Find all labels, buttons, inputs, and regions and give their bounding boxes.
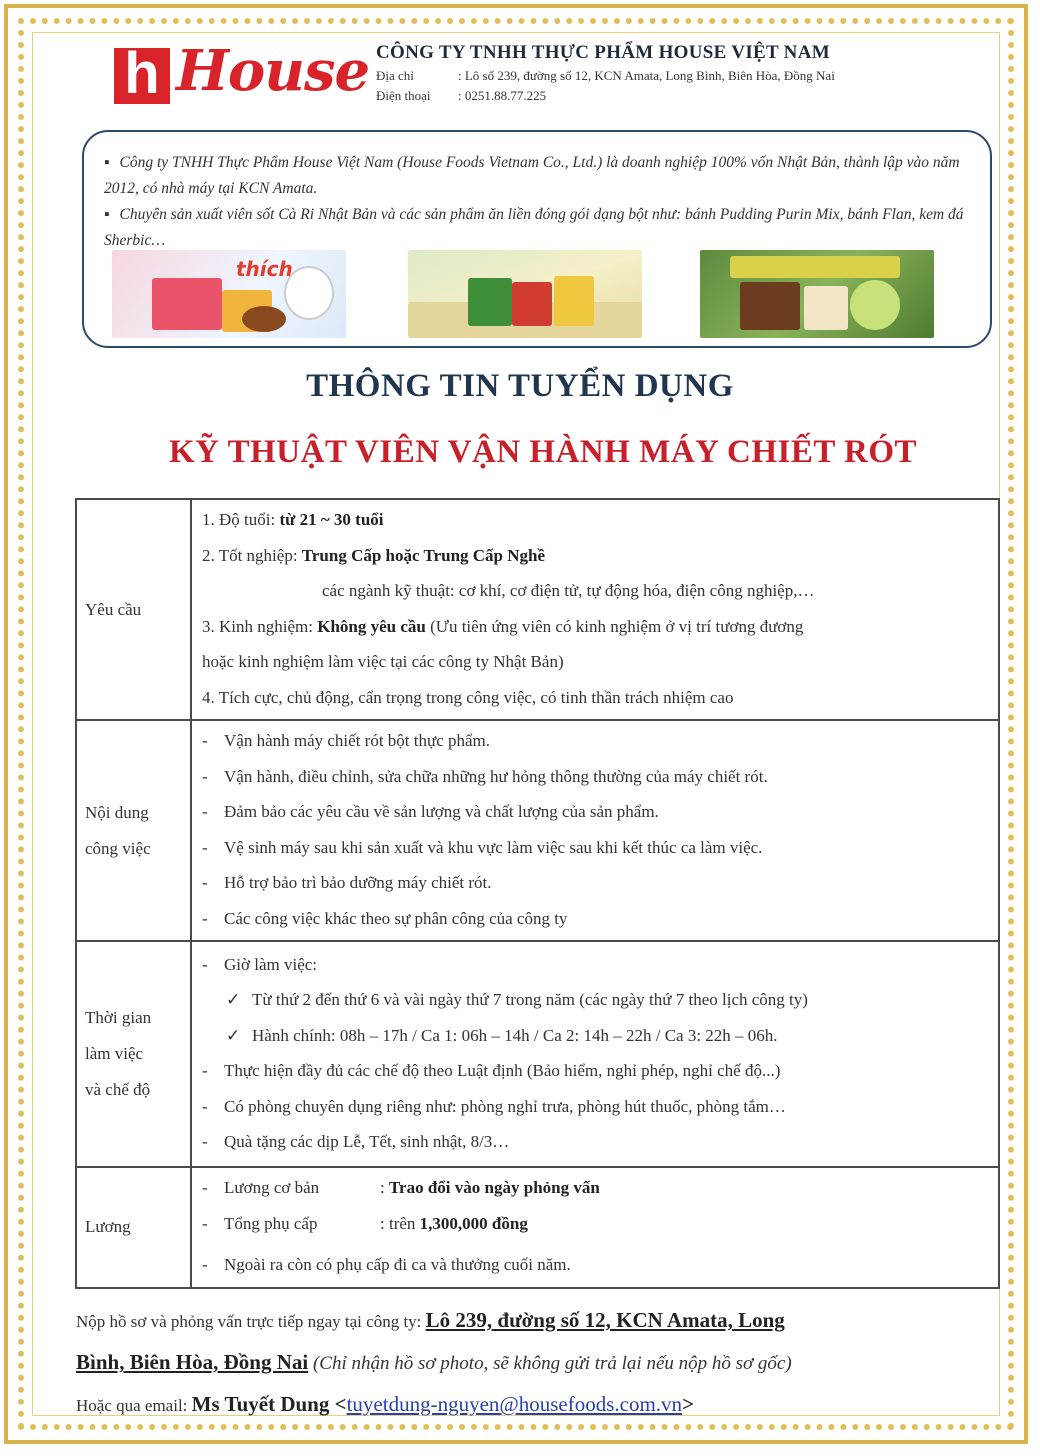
salary-allowance: - Tổng phụ cấp : trên 1,300,000 đồng bbox=[202, 1213, 528, 1233]
list-item: - Quà tặng các dịp Lễ, Tết, sinh nhật, 8/3… bbox=[202, 1132, 510, 1151]
row-label-requirements: Yêu cầu bbox=[76, 499, 191, 720]
checkmark-icon: ✓ bbox=[226, 990, 241, 1009]
phone-label: Điện thoại bbox=[376, 88, 431, 103]
intro-bullet: ▪ Chuyên sản xuất viên sốt Cà Ri Nhật Bản và các sản phẩm ăn liền đóng gói dạng bột như: bánh Pudding Purin Mix, bánh Flan, kem đá Sherbic… bbox=[104, 206, 964, 249]
job-details-table bbox=[75, 498, 1000, 1289]
requirement-attitude: 4. Tích cực, chủ động, cẩn trọng trong công việc, có tinh thần trách nhiệm cao bbox=[202, 687, 734, 707]
apply-address-cont: Bình, Biên Hòa, Đồng Nai bbox=[76, 1350, 309, 1374]
row-label-schedule: Thời gian làm việc và chế độ bbox=[76, 941, 191, 1167]
company-address bbox=[376, 68, 835, 84]
email-line: Hoặc qua email: Ms Tuyết Dung <tuyetdung-nguyen@housefoods.com.vn> bbox=[76, 1392, 695, 1416]
email-link[interactable]: tuyetdung-nguyen@housefoods.com.vn bbox=[346, 1392, 683, 1416]
company-intro-box bbox=[82, 130, 992, 348]
apply-line: Nộp hồ sơ và phỏng vấn trực tiếp ngay tại công ty: Lô 239, đường số 12, KCN Amata, Long bbox=[76, 1308, 785, 1332]
address-label: Địa chỉ bbox=[376, 68, 414, 83]
house-logo bbox=[114, 38, 370, 108]
list-item: - Hỗ trợ bảo trì bảo dưỡng máy chiết rót. bbox=[202, 873, 492, 892]
address-value: : Lô số 239, đường số 12, KCN Amata, Long Bình, Biên Hòa, Đồng Nai bbox=[458, 68, 835, 83]
contact-name: Ms Tuyết Dung bbox=[191, 1392, 330, 1416]
logo-mark: h bbox=[114, 48, 170, 104]
apply-note: (Chỉ nhận hồ sơ photo, sẽ không gửi trả lại nếu nộp hồ sơ gốc) bbox=[308, 1353, 792, 1374]
bullet-icon: ▪ bbox=[104, 206, 110, 223]
company-info bbox=[376, 42, 835, 104]
phone-value: : 0251.88.77.225 bbox=[458, 88, 547, 103]
intro-bullet: ▪ Công ty TNHH Thực Phẩm House Việt Nam (House Foods Vietnam Co., Ltd.) là doanh nghiệp 100% vốn Nhật Bản, thành lập vào năm 2012, có nhà máy tại KCN Amata. bbox=[104, 154, 960, 197]
page-title: THÔNG TIN TUYỂN DỤNG bbox=[306, 368, 734, 404]
checkmark-icon: ✓ bbox=[226, 1025, 241, 1045]
row-label-salary: Lương bbox=[76, 1167, 191, 1288]
company-name: CÔNG TY TNHH THỰC PHẨM HOUSE VIỆT NAM bbox=[376, 42, 830, 63]
requirement-age: 1. Độ tuổi: từ 21 ~ 30 tuổi bbox=[202, 510, 384, 529]
duties-content bbox=[191, 720, 999, 941]
list-item: ✓ Hành chính: 08h – 17h / Ca 1: 06h – 14h / Ca 2: 14h – 22h / Ca 3: 22h – 06h. bbox=[202, 1018, 990, 1054]
requirements-content bbox=[191, 499, 999, 720]
table-row bbox=[76, 720, 999, 941]
list-item: - Có phòng chuyên dụng riêng như: phòng nghỉ trưa, phòng hút thuốc, phòng tắm… bbox=[202, 1096, 786, 1116]
list-item: ✓ Từ thứ 2 đến thứ 6 và vài ngày thứ 7 trong năm (các ngày thứ 7 theo lịch công ty) bbox=[202, 982, 990, 1018]
salary-base: - Lương cơ bản : Trao đổi vào ngày phỏng vấn bbox=[202, 1178, 600, 1197]
salary-other: - Ngoài ra còn có phụ cấp đi ca và thưởng cuối năm. bbox=[202, 1255, 571, 1274]
company-phone bbox=[376, 88, 835, 104]
application-info bbox=[76, 1300, 976, 1426]
list-item: - Vận hành, điều chỉnh, sửa chữa những hư hỏng thông thường của máy chiết rót. bbox=[202, 766, 768, 786]
apply-address: Lô 239, đường số 12, KCN Amata, Long bbox=[425, 1308, 785, 1332]
product-banner-image bbox=[408, 250, 642, 338]
table-row bbox=[76, 941, 999, 1167]
product-banner-image bbox=[700, 250, 934, 338]
apply-line-2 bbox=[76, 1342, 976, 1384]
bullet-icon: ▪ bbox=[104, 154, 110, 171]
list-item: - Các công việc khác theo sự phân công của công ty bbox=[202, 908, 568, 928]
row-label-duties: Nội dung công việc bbox=[76, 720, 191, 941]
requirement-education: 2. Tốt nghiệp: Trung Cấp hoặc Trung Cấp Nghề bbox=[202, 545, 546, 565]
table-row bbox=[76, 1167, 999, 1288]
requirement-experience-note: hoặc kinh nghiệm làm việc tại các công ty Nhật Bản) bbox=[202, 652, 564, 671]
list-item: - Giờ làm việc: bbox=[202, 954, 318, 974]
banner-text: thích bbox=[236, 257, 293, 281]
list-item: - Đảm bảo các yêu cầu về sản lượng và chất lượng của sản phẩm. bbox=[202, 802, 659, 821]
job-position-title: KỸ THUẬT VIÊN VẬN HÀNH MÁY CHIẾT RÓT bbox=[168, 434, 918, 470]
requirement-experience: 3. Kinh nghiệm: Không yêu cầu (Ưu tiên ứng viên có kinh nghiệm ở vị trí tương đương bbox=[202, 616, 804, 636]
product-banner-image bbox=[112, 250, 346, 338]
list-item: - Vệ sinh máy sau khi sản xuất và khu vực làm việc sau khi kết thúc ca làm việc. bbox=[202, 837, 763, 857]
list-item: - Thực hiện đầy đủ các chế độ theo Luật định (Bảo hiểm, nghỉ phép, nghỉ chế độ...) bbox=[202, 1061, 781, 1080]
table-row bbox=[76, 499, 999, 720]
list-item: - Vận hành máy chiết rót bột thực phẩm. bbox=[202, 731, 491, 750]
requirement-education-fields: các ngành kỹ thuật: cơ khí, cơ điện tử, tự động hóa, điện công nghiệp,… bbox=[322, 581, 815, 600]
product-banners bbox=[112, 250, 972, 338]
schedule-content bbox=[191, 941, 999, 1167]
salary-content bbox=[191, 1167, 999, 1288]
logo-text: House bbox=[176, 38, 370, 104]
